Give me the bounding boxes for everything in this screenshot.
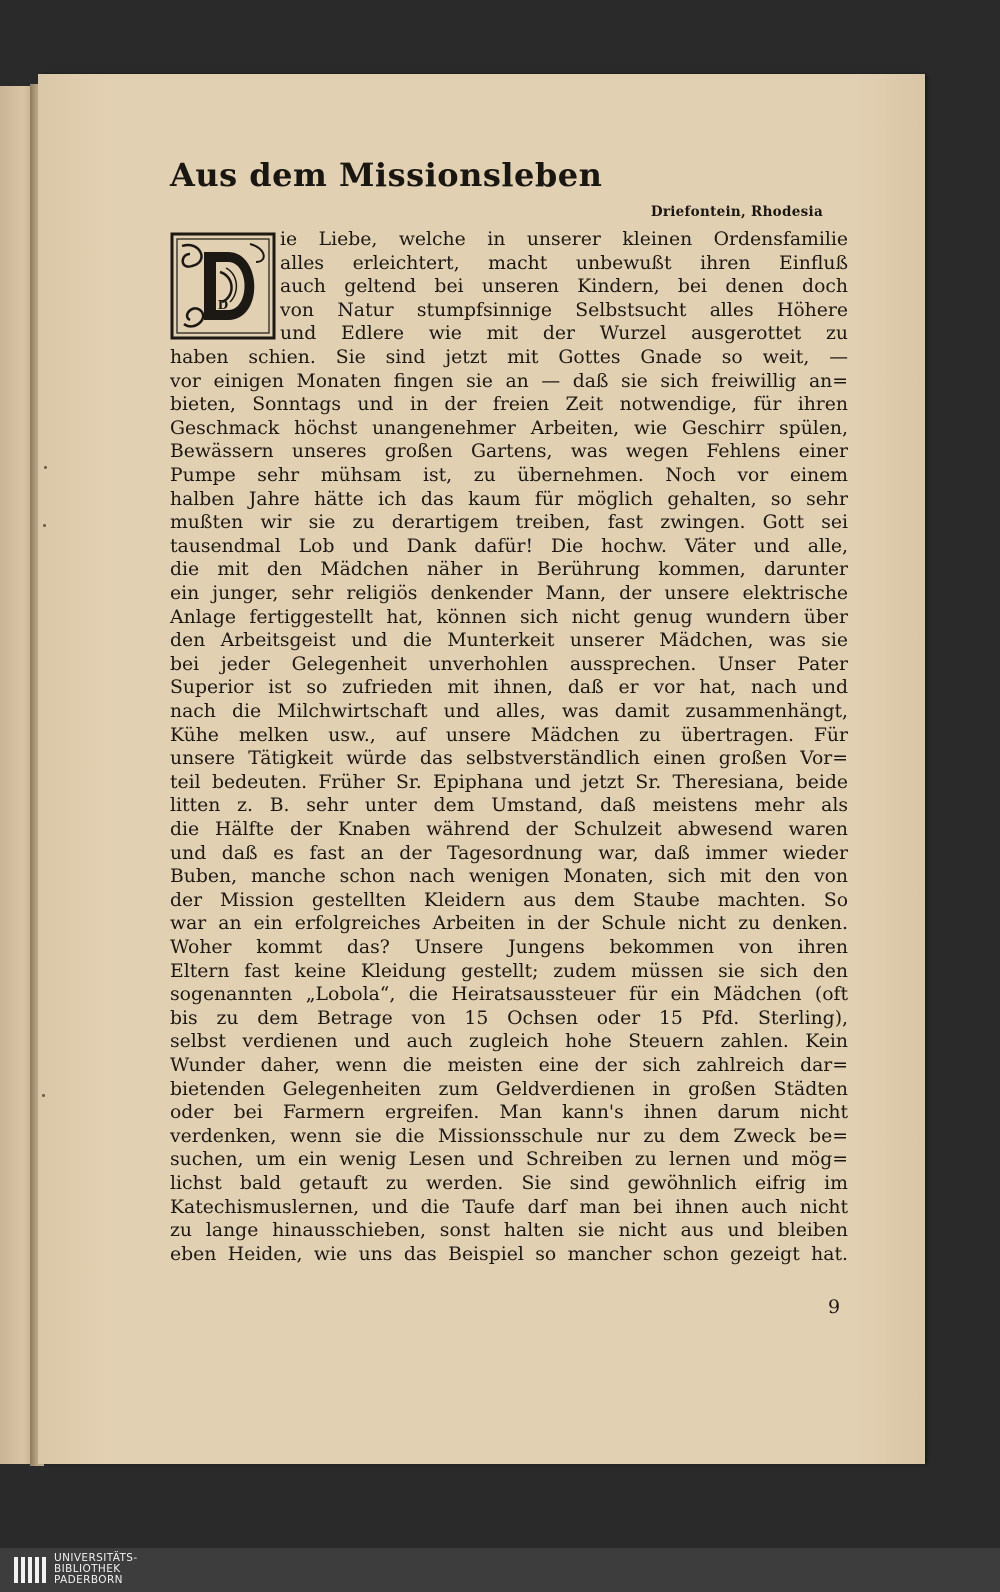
paper-speck <box>43 524 46 527</box>
library-logo-line: BIBLIOTHEK <box>54 1563 121 1575</box>
page-number: 9 <box>828 1296 841 1318</box>
text-line: selbst verdienen und auch zugleich hohe Steuern zahlen. Kein <box>170 1031 848 1053</box>
text-line: bei jeder Gelegenheit unverhohlen aussprechen. Unser Pater <box>170 653 848 675</box>
paper-speck <box>44 466 47 469</box>
text-line: bis zu dem Betrage von 15 Ochsen oder 15 Pfd. Sterling), <box>170 1007 848 1029</box>
text-line: ie Liebe, welche in unserer kleinen Ordensfamilie <box>280 229 848 250</box>
text-line: Anlage fertiggestellt hat, können sich nicht genug wundern über <box>170 606 848 628</box>
text-line: eben Heiden, wie uns das Beispiel so mancher schon gezeigt hat. <box>170 1243 848 1265</box>
text-line: verdenken, wenn sie die Missionsschule nur zu dem Zweck be= <box>170 1125 848 1147</box>
text-line: war an ein erfolgreiches Arbeiten in der Schule nicht zu denken. <box>170 913 848 935</box>
text-line: Woher kommt das? Unsere Jungens bekommen von ihren <box>170 937 848 958</box>
book-page <box>38 74 925 1464</box>
text-line: und Edlere wie mit der Wurzel ausgerottet zu <box>280 323 848 345</box>
text-line: vor einigen Monaten fingen sie an — daß sie sich freiwillig an= <box>170 370 848 392</box>
text-line: Katechismuslernen, und die Taufe darf man bei ihnen auch nicht <box>170 1196 848 1218</box>
text-line: haben schien. Sie sind jetzt mit Gottes Gnade so weit, — <box>170 347 848 368</box>
text-line: nach die Milchwirtschaft und alles, was damit zusammenhängt, <box>170 701 848 722</box>
text-line: ein junger, sehr religiös denkender Mann, der unsere elektrische <box>170 583 848 604</box>
text-line: bietenden Gelegenheiten zum Geldverdienen in großen Städten <box>170 1078 848 1100</box>
text-line: suchen, um ein wenig Lesen und Schreiben zu lernen und mög= <box>170 1149 848 1171</box>
initial-letter: D <box>217 298 229 312</box>
ornamental-initial <box>170 232 276 340</box>
text-line: auch geltend bei unseren Kindern, bei denen doch <box>280 276 848 298</box>
article-heading: Aus dem Missionsleben <box>170 156 603 194</box>
text-line: Wunder daher, wenn die meisten eine der sich zahlreich dar= <box>170 1055 848 1076</box>
text-line: den Arbeitsgeist und die Munterkeit unserer Mädchen, was sie <box>170 630 848 652</box>
library-footer <box>0 1548 1000 1592</box>
text-line: mußten wir sie zu derartigem treiben, fast zwingen. Gott sei <box>170 512 848 534</box>
article-location: Driefontein, Rhodesia <box>650 204 823 220</box>
text-line: sogenannten „Lobola“, die Heiratsaussteuer für ein Mädchen (oft <box>170 984 848 1006</box>
text-line: zu lange hinausschieben, sonst halten sie nicht aus und bleiben <box>170 1220 848 1242</box>
library-logo-line: PADERBORN <box>54 1574 123 1586</box>
text-line: Kühe melken usw., auf unsere Mädchen zu übertragen. Für <box>170 724 848 746</box>
text-line: Geschmack höchst unangenehmer Arbeiten, wie Geschirr spülen, <box>170 417 848 439</box>
text-line: litten z. B. sehr unter dem Umstand, daß meistens mehr als <box>170 795 848 817</box>
text-line: Superior ist so zufrieden mit ihnen, daß er vor hat, nach und <box>170 677 848 699</box>
text-line: unsere Tätigkeit würde das selbstverständlich einen großen Vor= <box>170 748 848 770</box>
paper-speck <box>42 1094 45 1097</box>
text-line: und daß es fast an der Tagesordnung war, daß immer wieder <box>170 842 848 864</box>
text-line: teil bedeuten. Früher Sr. Epiphana und jetzt Sr. Theresiana, beide <box>170 771 848 793</box>
text-line: die Hälfte der Knaben während der Schulzeit abwesend waren <box>170 819 848 840</box>
library-logo-icon <box>12 1555 48 1585</box>
library-logo-line: UNIVERSITÄTS- <box>54 1552 138 1564</box>
text-line: Pumpe sehr mühsam ist, zu übernehmen. Noch vor einem <box>170 465 848 486</box>
text-line: von Natur stumpfsinnige Selbstsucht alles Höhere <box>280 299 848 321</box>
text-line: alles erleichtert, macht unbewußt ihren Einfluß <box>280 252 848 274</box>
text-line: oder bei Farmern ergreifen. Man kann's ihnen darum nicht <box>170 1102 848 1124</box>
library-logo-text <box>54 1553 174 1586</box>
text-line: Eltern fast keine Kleidung gestellt; zudem müssen sie sich den <box>170 960 848 982</box>
text-line: der Mission gestellten Kleidern aus dem Staube machten. So <box>170 889 848 911</box>
text-line: die mit den Mädchen näher in Berührung kommen, darunter <box>170 559 848 581</box>
text-line: bieten, Sonntags und in der freien Zeit notwendige, für ihren <box>170 394 848 416</box>
text-line: lichst bald getauft zu werden. Sie sind gewöhnlich eifrig im <box>170 1173 848 1194</box>
text-line: Bewässern unseres großen Gartens, was wegen Fehlens einer <box>170 441 848 463</box>
text-line: halben Jahre hätte ich das kaum für möglich gehalten, so sehr <box>170 488 848 510</box>
text-line: tausendmal Lob und Dank dafür! Die hochw. Väter und alle, <box>170 535 848 557</box>
text-line: Buben, manche schon nach wenigen Monaten, sich mit den von <box>170 866 848 888</box>
